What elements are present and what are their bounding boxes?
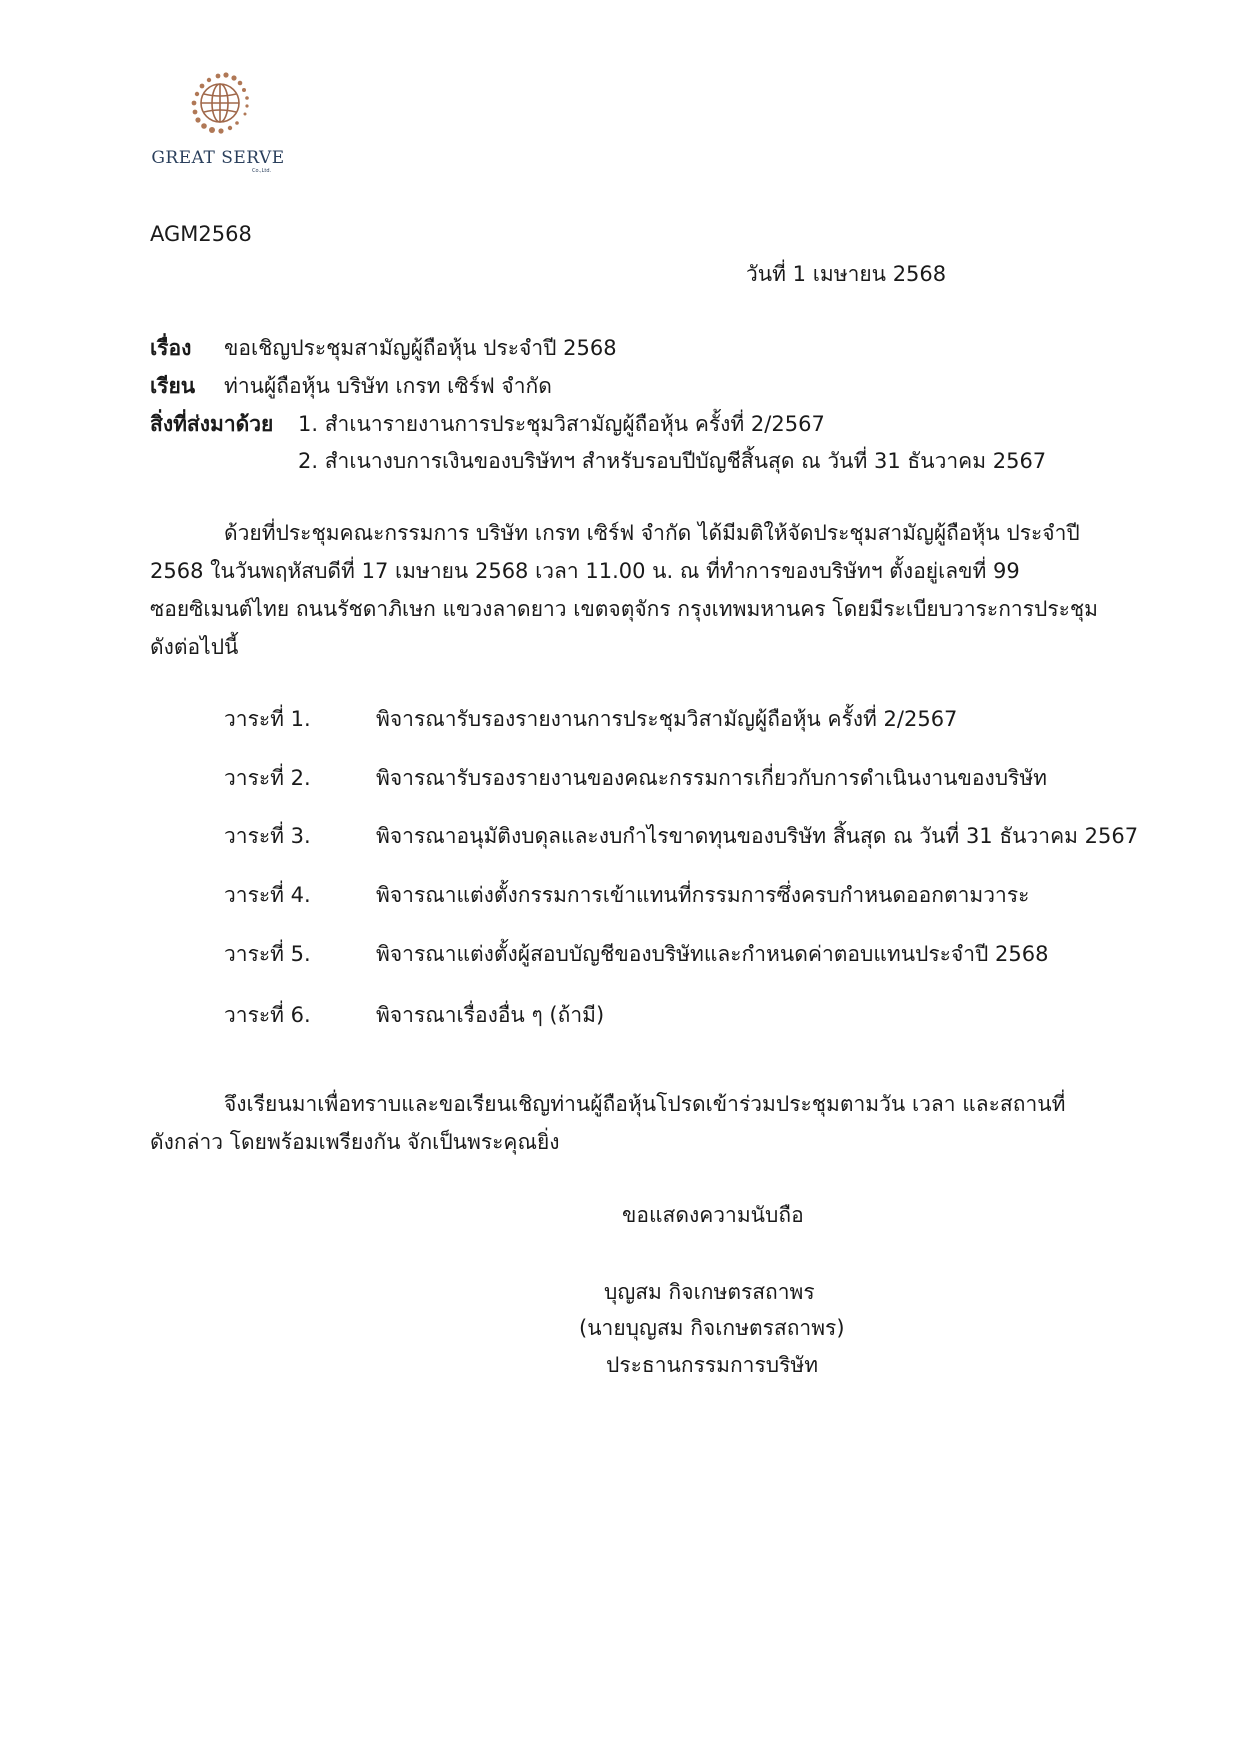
subject-text: ขอเชิญประชุมสามัญผู้ถือหุ้น ประจำปี 2568 xyxy=(224,336,617,360)
logo-company-name: GREAT SERVE xyxy=(151,148,285,168)
signatory-position: ประธานกรรมการบริษัท xyxy=(606,1353,819,1377)
agenda-item-text: พิจารณาแต่งตั้งกรรมการเข้าแทนที่กรรมการซึ่งครบกำหนดออกตามวาระ xyxy=(376,883,1030,907)
letter-date: วันที่ 1 เมษายน 2568 xyxy=(746,262,947,286)
agenda-item-label: วาระที่ 3. xyxy=(224,824,311,848)
reference-code: AGM2568 xyxy=(150,222,252,246)
enclosure-item: 2. สำเนางบการเงินของบริษัทฯ สำหรับรอบปีบัญชีสิ้นสุด ณ วันที่ 31 ธันวาคม 2567 xyxy=(298,449,1047,473)
intro-paragraph xyxy=(150,514,1110,666)
agenda-item-label: วาระที่ 1. xyxy=(224,707,311,731)
intro-line: 2568 ในวันพฤหัสบดีที่ 17 เมษายน 2568 เวลา 11.00 น. ณ ที่ทำการของบริษัทฯ ตั้งอยู่เลขที่ 99 xyxy=(150,559,1020,583)
closing-line: ดังกล่าว โดยพร้อมเพรียงกัน จักเป็นพระคุณยิ่ง xyxy=(150,1130,560,1154)
closing-line: จึงเรียนมาเพื่อทราบและขอเรียนเชิญท่านผู้ถือหุ้นโปรดเข้าร่วมประชุมตามวัน เวลา และสถานที่ xyxy=(224,1092,1066,1116)
enclosures-label: สิ่งที่ส่งมาด้วย xyxy=(150,412,274,436)
agenda-item-text: พิจารณารับรองรายงานการประชุมวิสามัญผู้ถือหุ้น ครั้งที่ 2/2567 xyxy=(376,707,958,731)
agenda-item-text: พิจารณารับรองรายงานของคณะกรรมการเกี่ยวกับการดำเนินงานของบริษัท xyxy=(376,766,1048,790)
to-text: ท่านผู้ถือหุ้น บริษัท เกรท เซิร์ฟ จำกัด xyxy=(224,374,552,398)
enclosure-item: 1. สำเนารายงานการประชุมวิสามัญผู้ถือหุ้น ครั้งที่ 2/2567 xyxy=(298,412,825,436)
agenda-item-label: วาระที่ 2. xyxy=(224,766,311,790)
agenda-item-text: พิจารณาเรื่องอื่น ๆ (ถ้ามี) xyxy=(376,1003,605,1027)
agenda-item-text: พิจารณาแต่งตั้งผู้สอบบัญชีของบริษัทและกำหนดค่าตอบแทนประจำปี 2568 xyxy=(376,942,1049,966)
subject-label: เรื่อง xyxy=(150,336,192,360)
closing-paragraph xyxy=(150,1085,1110,1161)
intro-line: ดังต่อไปนี้ xyxy=(150,635,239,659)
printed-name: (นายบุญสม กิจเกษตรสถาพร) xyxy=(579,1316,845,1340)
globe-logo-icon xyxy=(148,72,288,152)
logo-company-suffix: Co.,Ltd. xyxy=(252,168,272,174)
intro-line: ด้วยที่ประชุมคณะกรรมการ บริษัท เกรท เซิร์ฟ จำกัด ได้มีมติให้จัดประชุมสามัญผู้ถือหุ้น ประจำปี xyxy=(224,521,1080,545)
agenda-item-label: วาระที่ 5. xyxy=(224,942,311,966)
agenda-item-text: พิจารณาอนุมัติงบดุลและงบกำไรขาดทุนของบริษัท สิ้นสุด ณ วันที่ 31 ธันวาคม 2567 xyxy=(376,824,1139,848)
salutation: ขอแสดงความนับถือ xyxy=(622,1203,804,1227)
company-logo xyxy=(148,72,288,176)
agenda-item-label: วาระที่ 6. xyxy=(224,1003,311,1027)
signed-name: บุญสม กิจเกษตรสถาพร xyxy=(604,1280,815,1304)
to-label: เรียน xyxy=(150,374,196,398)
intro-line: ซอยซิเมนต์ไทย ถนนรัชดาภิเษก แขวงลาดยาว เขตจตุจักร กรุงเทพมหานคร โดยมีระเบียบวาระการประชุม xyxy=(150,597,1098,621)
agenda-item-label: วาระที่ 4. xyxy=(224,883,311,907)
